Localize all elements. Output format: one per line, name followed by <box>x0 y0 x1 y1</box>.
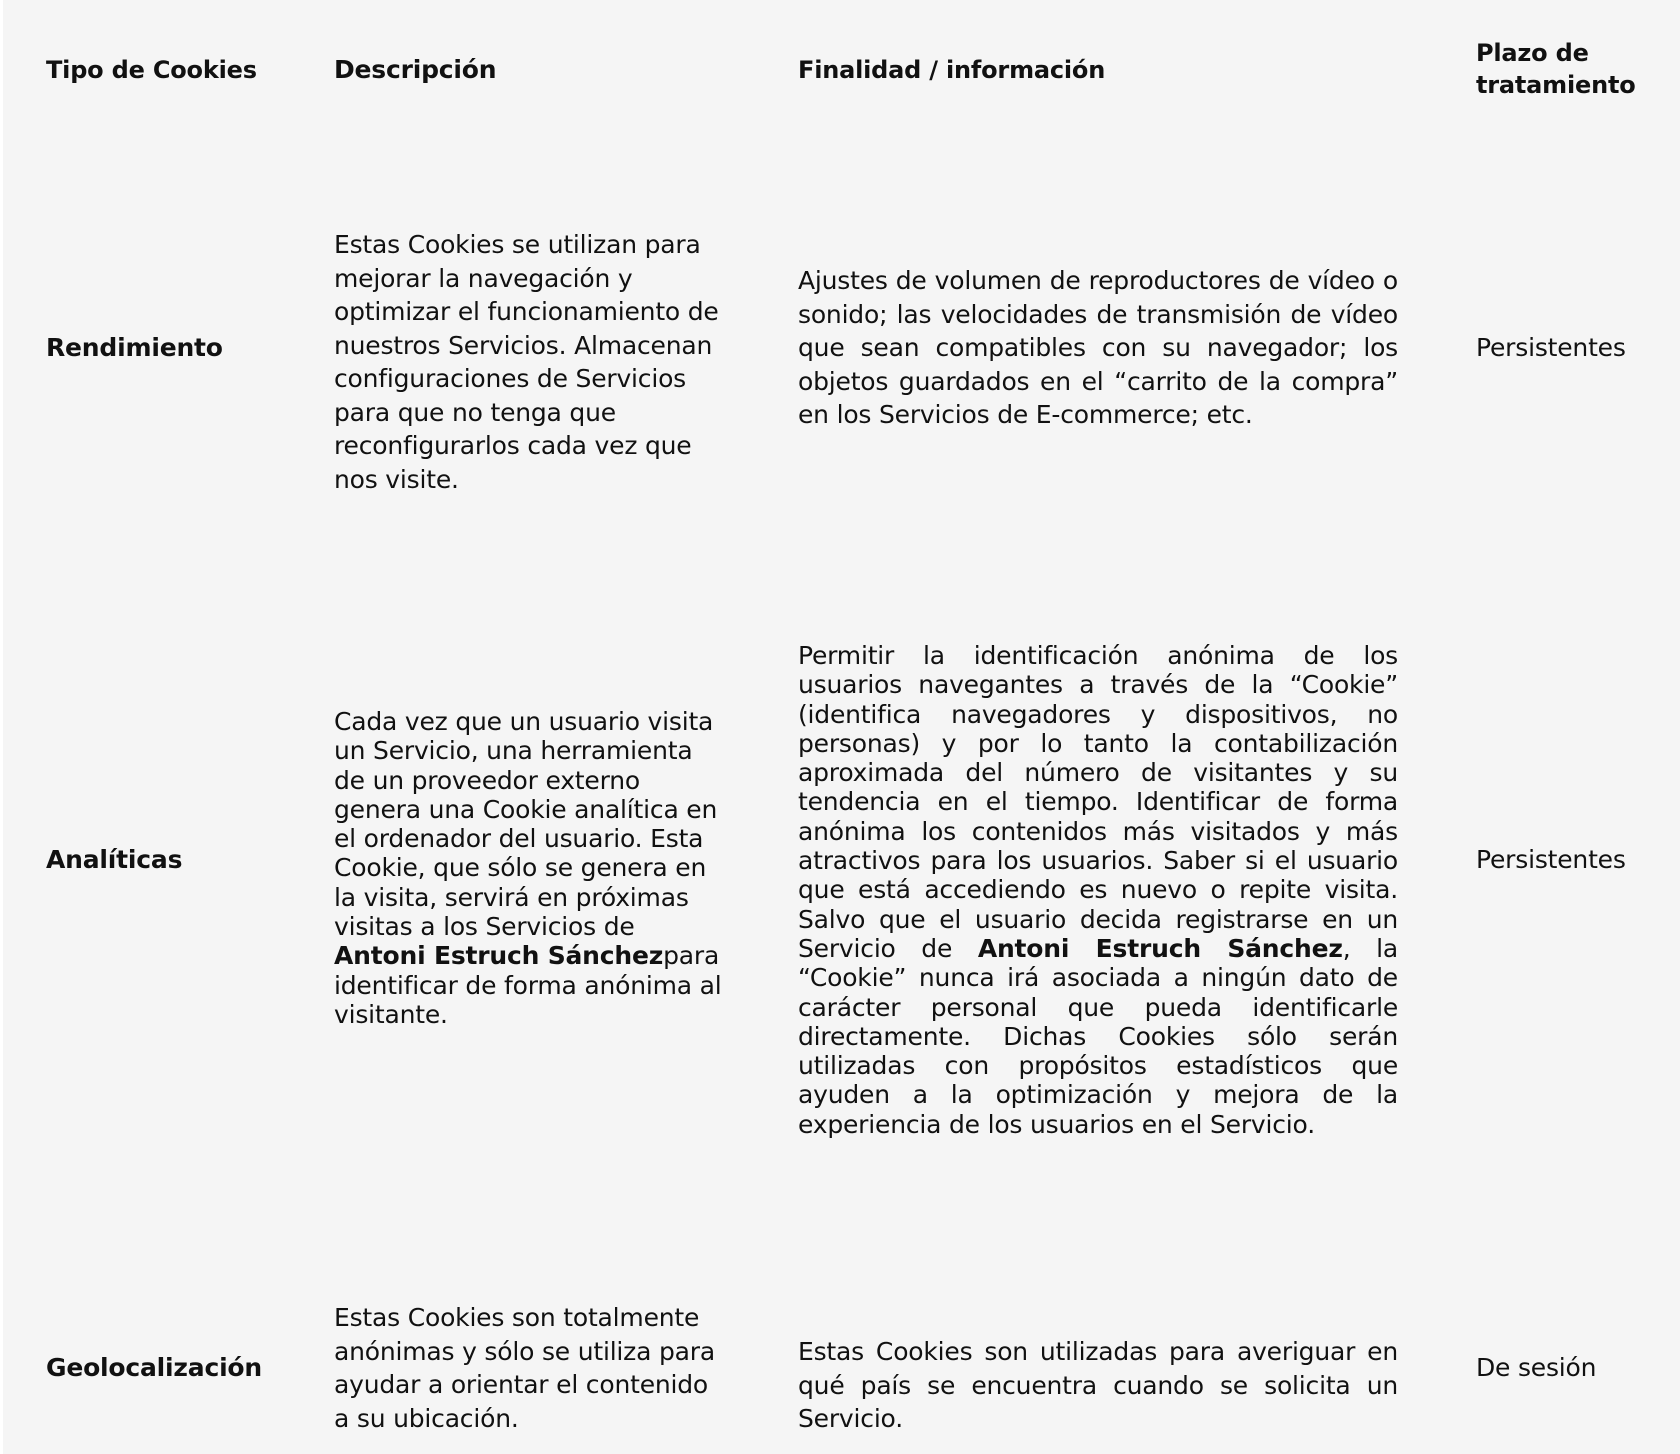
header-type: Tipo de Cookies <box>46 56 257 84</box>
row-type-rendimiento: Rendimiento <box>46 333 223 362</box>
row-term-rendimiento: Persistentes <box>1476 333 1626 362</box>
row-purpose-geolocalizacion: Estas Cookies son utilizadas para averiguar en qué país se encuentra cuando se solicita un Servicio. <box>798 1337 1398 1433</box>
row-purpose-analiticas <box>798 641 1398 1139</box>
row-description-geolocalizacion: Estas Cookies son totalmente anónimas y sólo se utiliza para ayudar a orientar el contenido a su ubicación. <box>334 1303 715 1433</box>
row-type-geolocalizacion: Geolocalización <box>46 1353 263 1382</box>
description-text-before: Cada vez que un usuario visita un Servicio, una herramienta de un proveedor externo genera una Cookie analítica en el ordenador del usuario. Esta Cookie, que sólo se genera en la visita, servirá en próximas visitas a los Servicios de <box>334 707 718 942</box>
description-text-after: para identificar de forma anónima al visitante. <box>334 941 722 1029</box>
row-description-analiticas <box>334 707 726 1029</box>
header-description: Descripción <box>334 55 497 84</box>
purpose-text-before: Permitir la identificación anónima de los usuarios navegantes a través de la “Cookie” (identifica navegadores y dispositivos, no personas) y por lo tanto la contabilización aproximada del número de visitantes y su tendencia en el tiempo. Identificar de forma anónima los contenidos más visitados y más atractivos para los usuarios. Saber si el usuario que está accediendo es nuevo o repite visita. Salvo que el usuario decida registrarse en un Servicio de <box>798 641 1398 963</box>
row-type-analiticas: Analíticas <box>46 845 183 874</box>
row-description-rendimiento: Estas Cookies se utilizan para mejorar la navegación y optimizar el funcionamiento de nuestros Servicios. Almacenan configuraciones de Servicios para que no tenga que reconfigurarlos cada vez que nos visite. <box>334 230 719 494</box>
purpose-text-after: , la “Cookie” nunca irá asociada a ningún dato de carácter personal que pueda identificarle directamente. Dichas Cookies sólo serán utilizadas con propósitos estadísticos que ayuden a la optimización y mejora de la experiencia de los usuarios en el Servicio. <box>798 933 1398 1139</box>
row-term-geolocalizacion: De sesión <box>1476 1353 1597 1382</box>
header-term: Plazo de tratamiento <box>1476 39 1636 99</box>
row-purpose-rendimiento: Ajustes de volumen de reproductores de vídeo o sonido; las velocidades de transmisión de vídeo que sean compatibles con su navegador; los objetos guardados en el “carrito de la compra” en los Servicios de E-commerce; etc. <box>798 266 1398 429</box>
cookies-table <box>3 0 1680 1454</box>
description-company-name: Antoni Estruch Sánchez <box>334 941 664 971</box>
header-purpose: Finalidad / información <box>798 56 1106 84</box>
purpose-company-name: Antoni Estruch Sánchez <box>977 933 1343 963</box>
row-term-analiticas: Persistentes <box>1476 845 1626 874</box>
